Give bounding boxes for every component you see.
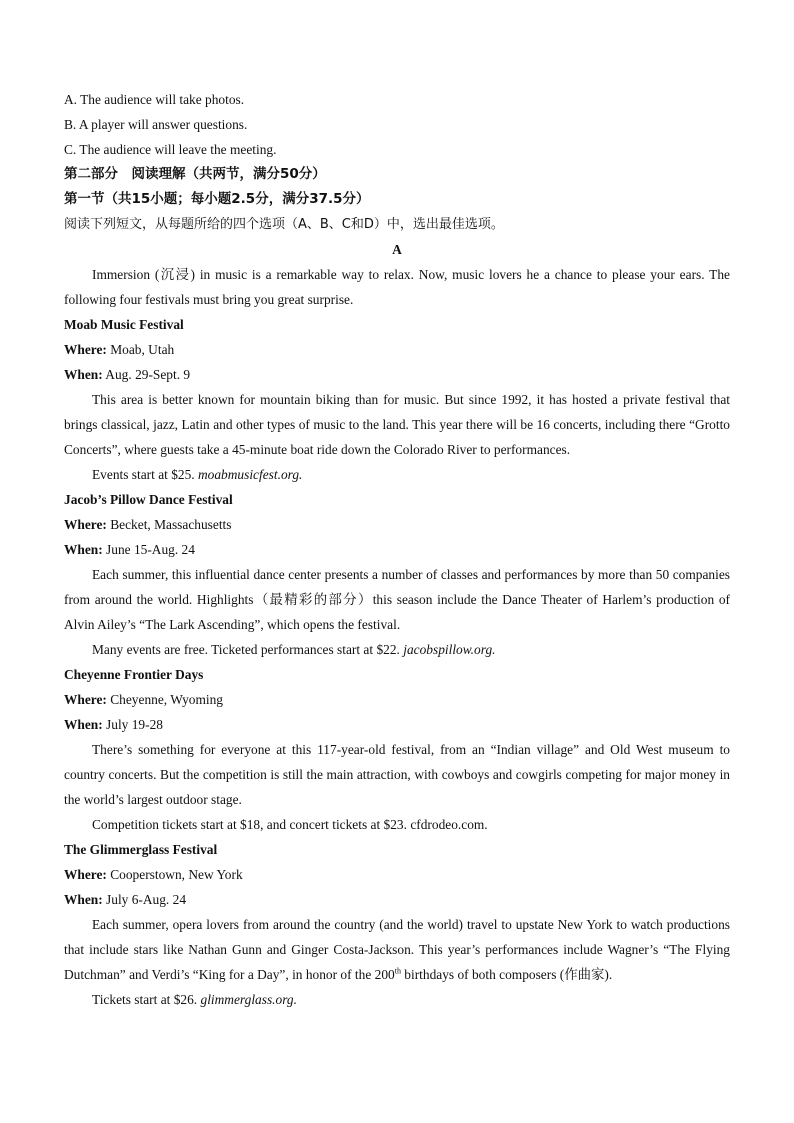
when-label: When: [64,542,103,557]
when-value: July 19-28 [102,717,163,732]
festival-site: moabmusicfest.org. [198,467,303,482]
festival-description: There’s something for everyone at this 117-year-old festival, from an “Indian village” and Old West museum to country concerts. But the competition is still the main attraction, with cowboys and cowgirls competing for major money in the world’s largest outdoor stage. [64,742,730,807]
tickets-text: Events start at $25. [92,467,198,482]
ordinal-suffix: th [394,966,401,976]
where-label: Where: [64,517,107,532]
option-b: B. A player will answer questions. [64,117,248,132]
festival-when [64,362,730,387]
part-heading: 第二部分 阅读理解（共两节，满分50分） [64,166,326,182]
festival-tickets [64,637,730,662]
tickets-text: Tickets start at $26. [92,992,201,1007]
when-value: July 6-Aug. 24 [102,892,187,907]
where-value: Moab, Utah [106,342,175,357]
festival-when [64,712,730,737]
intro-paragraph: Immersion (沉浸) in music is a remarkable way to relax. Now, music lovers he a chance to please your ears. The following four festivals must bring you great surprise. [64,267,730,307]
where-value: Cooperstown, New York [106,867,243,882]
festival-name: Jacob’s Pillow Dance Festival [64,492,233,507]
instruction: 阅读下列短文，从每题所给的四个选项（A、B、C和D）中，选出最佳选项。 [64,217,504,232]
festival-site: glimmerglass.org. [200,992,297,1007]
option-a: A. The audience will take photos. [64,92,245,107]
where-label: Where: [64,342,107,357]
when-label: When: [64,367,103,382]
festival-tickets [64,987,730,1012]
festival-where [64,337,730,362]
description-text: Each summer, opera lovers from around the country (and the world) travel to upstate New York to watch productions that include stars like Nathan Gunn and Ginger Costa-Jackson. This year’s performances include Wagner’s “The Flying Dutchman” and Verdi’s “King for a Day”, in honor of the 200 [64,917,730,982]
festival-tickets [64,462,730,487]
festival-name: Moab Music Festival [64,317,184,332]
passage-label: A [392,242,402,257]
festival-when [64,537,730,562]
where-value: Cheyenne, Wyoming [106,692,223,707]
festival-site: jacobspillow.org. [403,642,496,657]
where-value: Becket, Massachusetts [106,517,232,532]
festival-tickets [64,812,730,837]
festival-when [64,887,730,912]
festival-name: Cheyenne Frontier Days [64,667,204,682]
festival-description: Each summer, this influential dance center presents a number of classes and performances by more than 50 companies from around the world. Highlights（最精彩的部分）this season include the Dance Theater of Harlem’s production of Alvin Ailey’s “The Lark Ascending”, which opens the festival. [64,567,730,632]
when-label: When: [64,892,103,907]
festival-where [64,687,730,712]
festival-where [64,512,730,537]
when-label: When: [64,717,103,732]
when-value: Aug. 29-Sept. 9 [102,367,191,382]
where-label: Where: [64,867,107,882]
festival-description [64,912,730,987]
festival-name: The Glimmerglass Festival [64,842,218,857]
where-label: Where: [64,692,107,707]
section-heading: 第一节（共15小题；每小题2.5分，满分37.5分） [64,191,370,207]
festival-description: This area is better known for mountain biking than for music. But since 1992, it has hosted a private festival that brings classical, jazz, Latin and other types of music to the land. This year there will be 16 concerts, including there “Grotto Concerts”, where guests take a 45-minute boat ride down the Colorado River to performances. [64,392,730,457]
when-value: June 15-Aug. 24 [102,542,195,557]
exam-page [64,87,730,1012]
description-text-end: birthdays of both composers (作曲家). [400,967,613,982]
tickets-text: Many events are free. Ticketed performances start at $22. [92,642,404,657]
tickets-text: Competition tickets start at $18, and concert tickets at $23. cfdrodeo.com. [92,817,488,832]
festival-where [64,862,730,887]
option-c: C. The audience will leave the meeting. [64,142,277,157]
